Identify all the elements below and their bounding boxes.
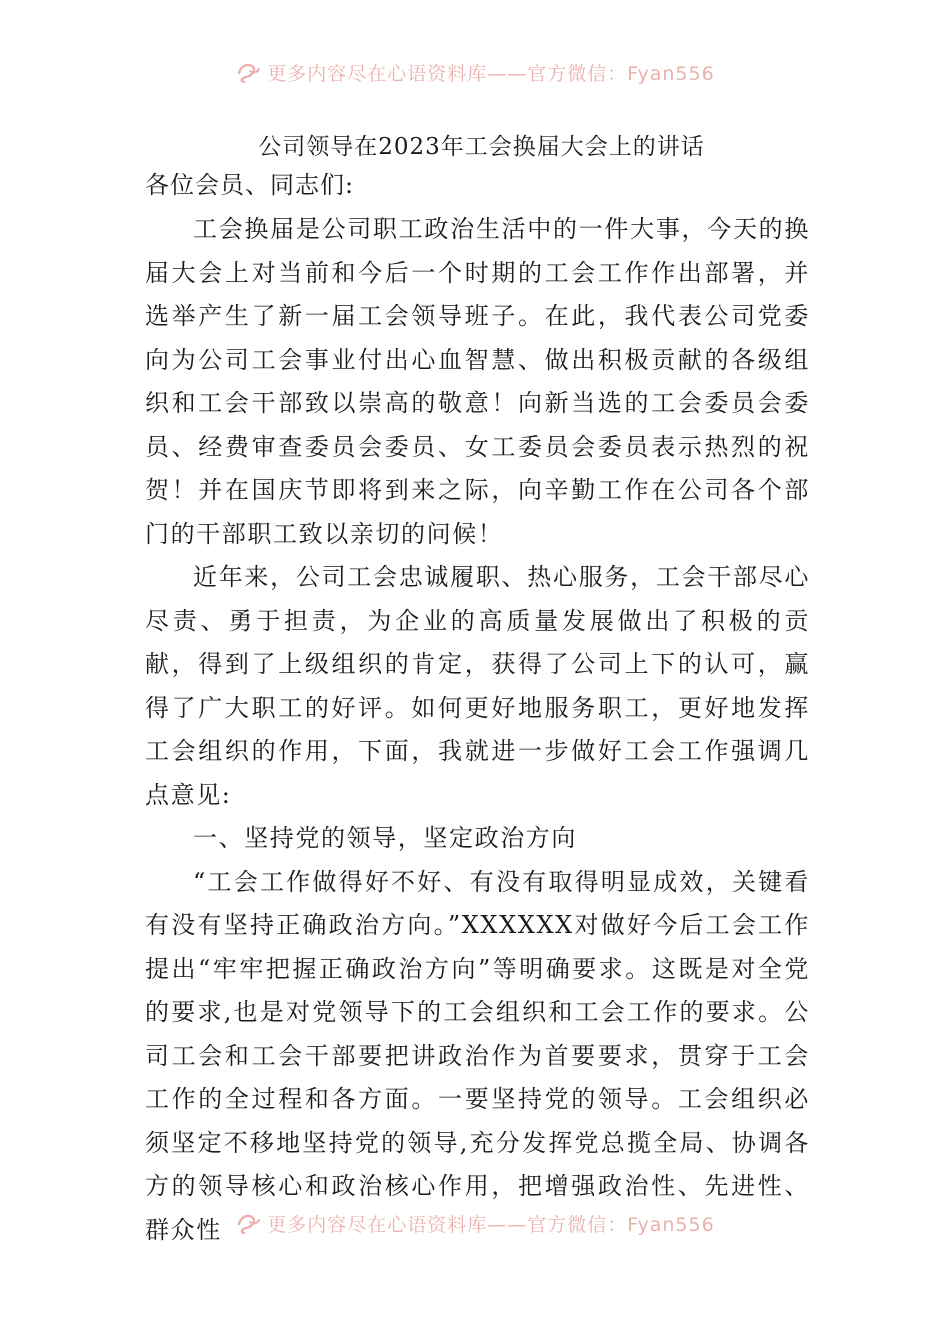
- document-title: 公司领导在2023年工会换届大会上的讲话: [258, 134, 705, 160]
- paragraph-section-one: “工会工作做得好不好、有没有取得明显成效，关键看有没有坚持正确政治方向。”XXXXXX对做好今后工会工作提出“牢牢把握正确政治方向”等明确要求。这既是对全党的要求,也是对党领导下的工会组织和工会工作的要求。公司工会和工会干部要把讲政治作为首要要求，贯穿于工会工作的全过程和各方面。一要坚持党的领导。工会组织必须坚定不移地坚持党的领导,充分发挥党总揽全局、协调各方的领导核心和政治核心作用，把增强政治性、先进性、群众性: [145, 867, 810, 1244]
- watermark-header: [0, 52, 950, 92]
- salutation: 各位会员、同志们:: [145, 171, 355, 199]
- section-heading: 一、坚持党的领导，坚定政治方向: [193, 824, 577, 852]
- curved-signature-logo-icon: [235, 59, 261, 85]
- watermark-footer: [0, 1203, 950, 1243]
- paragraph-review: 近年来，公司工会忠诚履职、热心服务，工会干部尽心尽责、勇于担责，为企业的高质量发展做出了积极的贡献，得到了上级组织的肯定，获得了公司上下的认可，赢得了广大职工的好评。如何更好地服务职工，更好地发挥工会组织的作用，下面，我就进一步做好工会工作强调几点意见:: [145, 563, 810, 809]
- paragraph-opening: 工会换届是公司职工政治生活中的一件大事，今天的换届大会上对当前和今后一个时期的工会工作作出部署，并选举产生了新一届工会领导班子。在此，我代表公司党委向为公司工会事业付出心血智慧、做出积极贡献的各级组织和工会干部致以崇高的敬意！向新当选的工会委员会委员、经费审查委员会委员、女工委员会委员表示热烈的祝贺！并在国庆节即将到来之际，向辛勤工作在公司各个部门的干部职工致以亲切的问候！: [145, 215, 810, 548]
- watermark-text: 更多内容尽在心语资料库——官方微信：Fyan556: [267, 1213, 715, 1236]
- document-body: [145, 128, 810, 1252]
- curved-signature-logo-icon: [235, 1210, 261, 1236]
- watermark-text: 更多内容尽在心语资料库——官方微信：Fyan556: [267, 62, 715, 85]
